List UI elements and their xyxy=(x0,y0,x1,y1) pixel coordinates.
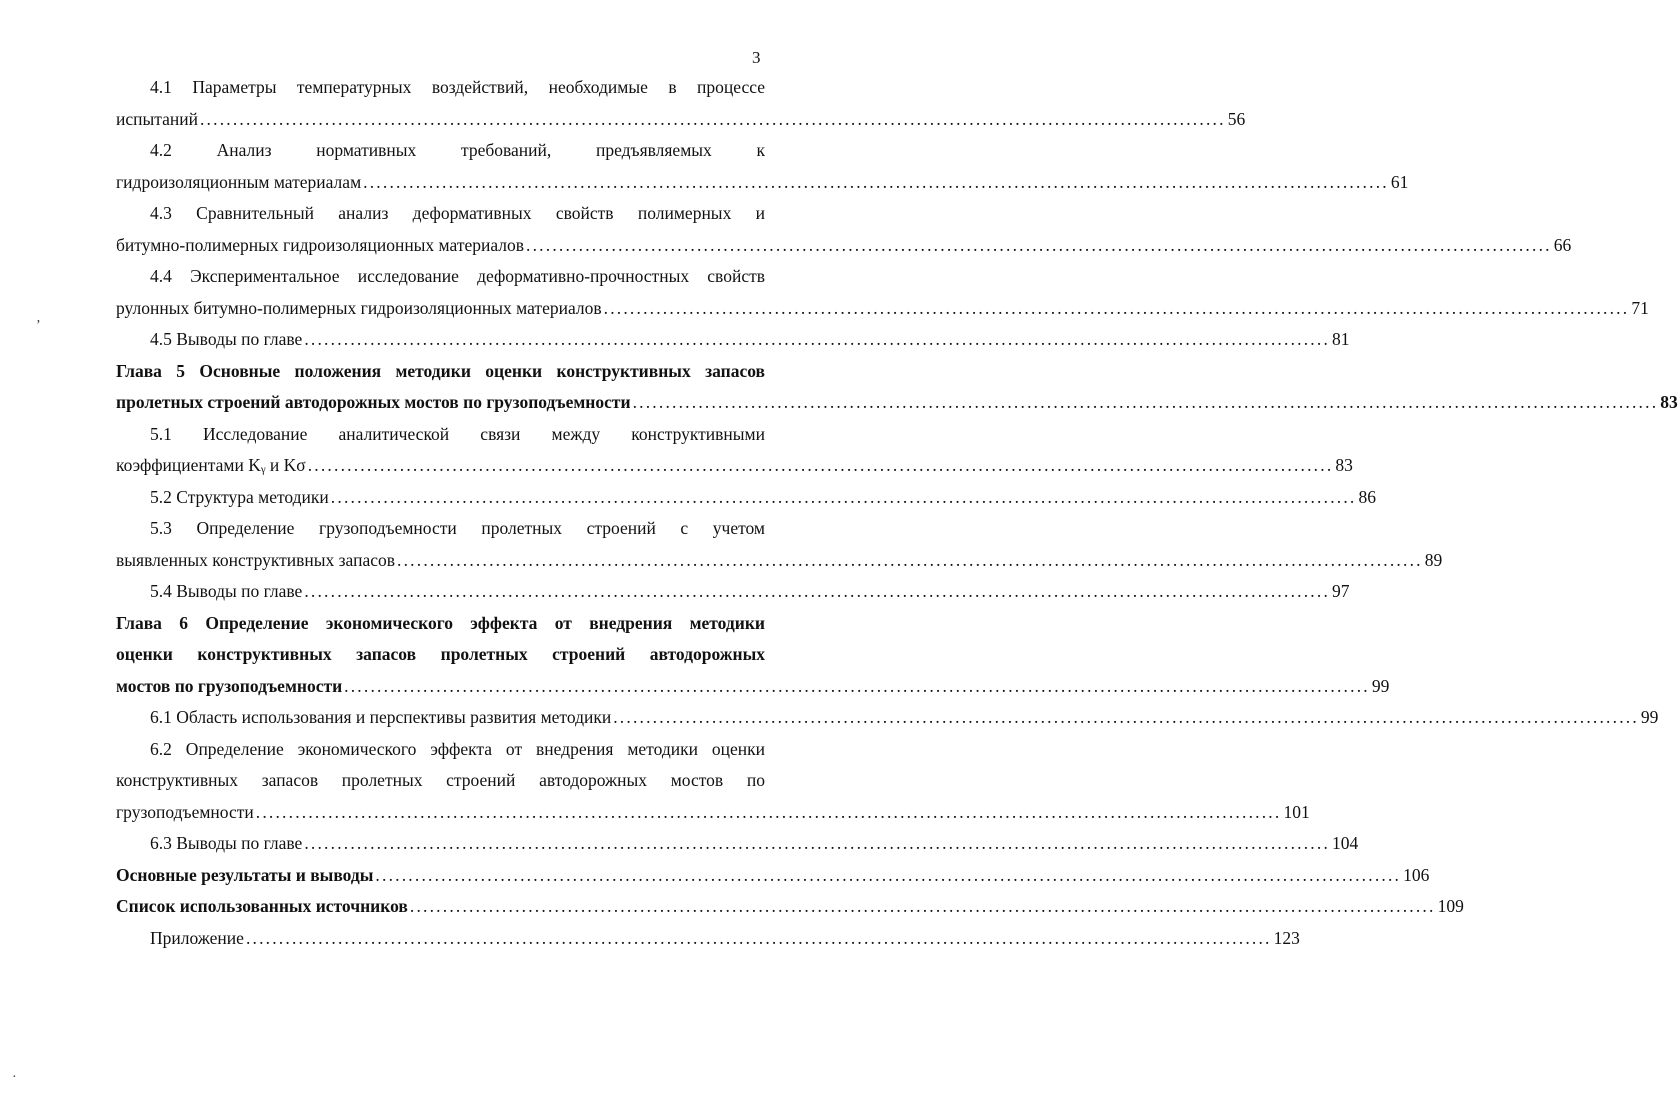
toc-6-3 xyxy=(116,828,1359,860)
toc-4-5 xyxy=(116,324,1350,356)
toc-page-number: 89 xyxy=(1424,549,1443,570)
dot-leader: ............................................................................................................................................................ xyxy=(409,896,1436,916)
toc-sources xyxy=(116,891,1464,923)
dot-leader: ............................................................................................................................................................ xyxy=(245,927,1272,948)
toc-6-2-line2: конструктивных запасов пролетных строений автодорожных мостов по xyxy=(116,770,765,790)
dot-leader: ............................................................................................................................................................ xyxy=(255,801,1282,822)
toc-page-number: 104 xyxy=(1332,833,1359,853)
toc-5-3-line2 xyxy=(116,545,1443,577)
dot-leader: ............................................................................................................................................................ xyxy=(304,581,1331,601)
toc-entry-text: битумно-полимерных гидроизоляционных материалов xyxy=(116,234,525,255)
toc-entry-text: Приложение xyxy=(150,927,244,948)
toc-5-1-line1: 5.1 Исследование аналитической связи между конструктивными xyxy=(150,423,765,444)
toc-page-number: 101 xyxy=(1283,801,1310,822)
toc-6-1 xyxy=(116,702,1659,734)
toc-4-4-line1: 4.4 Экспериментальное исследование деформативно-прочностных свойств xyxy=(150,266,765,286)
dot-leader: ............................................................................................................................................................ xyxy=(307,455,1334,475)
toc-5-1-line2 xyxy=(116,450,1353,482)
toc-entry-text: коэффициентами Kᵧ и Kσ xyxy=(116,455,306,475)
toc-page-number: 123 xyxy=(1273,927,1300,948)
scan-speck: ’ xyxy=(36,318,41,333)
toc-entry-text: Список использованных источников xyxy=(116,896,408,916)
toc-page-number: 106 xyxy=(1403,864,1430,885)
dot-leader: ............................................................................................................................................................ xyxy=(375,864,1402,885)
toc-entry-text: испытаний xyxy=(116,108,198,129)
dot-leader: ............................................................................................................................................................ xyxy=(613,707,1639,727)
dot-leader: ............................................................................................................................................................ xyxy=(526,234,1552,255)
toc-page-number: 81 xyxy=(1332,329,1350,349)
toc-page-number: 99 xyxy=(1640,707,1659,727)
toc-entry-text: Основные результаты и выводы xyxy=(116,864,374,885)
scan-speck: · xyxy=(12,1070,17,1085)
toc-entry-text: 5.2 Структура методики xyxy=(150,486,329,507)
toc-chapter-6-line1: Глава 6 Определение экономического эффекта от внедрения методики xyxy=(116,612,765,633)
toc-entry-text: 5.4 Выводы по главе xyxy=(150,581,303,601)
toc-page-number: 83 xyxy=(1335,455,1353,475)
toc-appendix xyxy=(116,923,1300,955)
toc-entry-text: 4.5 Выводы по главе xyxy=(150,329,303,349)
dot-leader: ............................................................................................................................................................ xyxy=(330,486,1357,507)
dot-leader: ............................................................................................................................................................ xyxy=(397,549,1423,570)
toc-chapter-6-line3 xyxy=(116,671,1390,703)
toc-page-number: 71 xyxy=(1631,297,1649,318)
toc-entry-text: выявленных конструктивных запасов xyxy=(116,549,396,570)
toc-4-3-line1: 4.3 Сравнительный анализ деформативных свойств полимерных и xyxy=(150,203,765,223)
toc-5-3-line1: 5.3 Определение грузоподъемности пролетных строений с учетом xyxy=(150,518,765,538)
dot-leader: ............................................................................................................................................................ xyxy=(304,833,1331,853)
toc-entry-text: пролетных строений автодорожных мостов по грузоподъемности xyxy=(116,392,631,412)
page-number: 3 xyxy=(752,48,761,67)
toc-4-2-line1: 4.2 Анализ нормативных требований, предъявляемых к xyxy=(150,140,765,160)
toc-entry-text: грузоподъемности xyxy=(116,801,254,822)
toc-4-1-line2 xyxy=(116,104,1246,136)
toc-5-4 xyxy=(116,576,1350,608)
toc-entry-text: мостов по грузоподъемности xyxy=(116,675,343,696)
toc-6-2-line1: 6.2 Определение экономического эффекта от внедрения методики оценки xyxy=(150,738,765,759)
toc-4-1-line1: 4.1 Параметры температурных воздействий, необходимые в процессе xyxy=(150,77,765,97)
toc-4-4-line2 xyxy=(116,293,1649,325)
toc-entry-text: гидроизоляционным материалам xyxy=(116,171,362,192)
dot-leader: ............................................................................................................................................................ xyxy=(632,392,1659,412)
toc-page-number: 56 xyxy=(1227,108,1246,129)
dot-leader: ............................................................................................................................................................ xyxy=(199,108,1226,129)
dot-leader: ............................................................................................................................................................ xyxy=(344,675,1370,696)
toc-page-number: 86 xyxy=(1358,486,1376,507)
dot-leader: ............................................................................................................................................................ xyxy=(603,297,1630,318)
toc-page-number: 109 xyxy=(1437,896,1464,916)
toc-results xyxy=(116,860,1430,892)
toc-page-number: 99 xyxy=(1371,675,1390,696)
toc-entry-text: 6.1 Область использования и перспективы развития методики xyxy=(150,707,612,727)
toc-chapter-5-line1: Глава 5 Основные положения методики оценки конструктивных запасов xyxy=(116,360,765,381)
toc-entry-text: 6.3 Выводы по главе xyxy=(150,833,303,853)
toc-page-number: 97 xyxy=(1332,581,1350,601)
toc-6-2-line3 xyxy=(116,797,1310,829)
table-of-contents xyxy=(116,72,1678,954)
dot-leader: ............................................................................................................................................................ xyxy=(304,329,1331,349)
toc-4-2-line2 xyxy=(116,167,1409,199)
toc-chapter-6-line2: оценки конструктивных запасов пролетных строений автодорожных xyxy=(116,644,765,664)
toc-5-2 xyxy=(116,482,1376,514)
toc-page-number: 61 xyxy=(1390,171,1409,192)
dot-leader: ............................................................................................................................................................ xyxy=(363,171,1389,192)
toc-4-3-line2 xyxy=(116,230,1572,262)
toc-entry-text: рулонных битумно-полимерных гидроизоляционных материалов xyxy=(116,297,602,318)
toc-chapter-5-line2 xyxy=(116,387,1678,419)
toc-page-number: 83 xyxy=(1660,392,1678,412)
toc-page-number: 66 xyxy=(1553,234,1572,255)
